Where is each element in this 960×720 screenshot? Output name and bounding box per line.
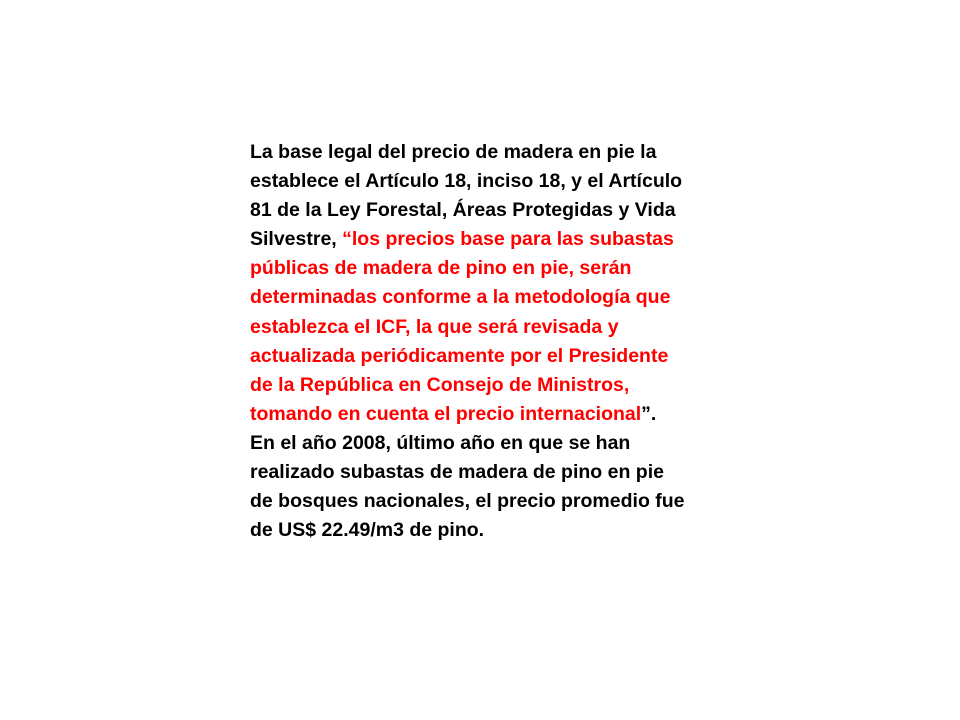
quoted-law-text: “los precios base para las subastas públicas de madera de pino en pie, serán determinadas conforme a la metodología que establezca el ICF, la que será revisada y actualizada periódicamente por el Presidente de la República en Consejo de Ministros, tomando en cuenta el precio internacional xyxy=(250,228,674,425)
paragraph-conclusion: ”. En el año 2008, último año en que se han realizado subastas de madera de pino en pie de bosques nacionales, el precio promedio fue de US$ 22.49/m3 de pino. xyxy=(250,402,685,542)
paragraph-intro: La base legal del precio de madera en pie la establece el Artículo 18, inciso 18, y el Artículo 81 de la Ley Forestal, Áreas Protegidas y Vida Silvestre, xyxy=(250,141,683,251)
body-paragraph xyxy=(250,138,720,545)
